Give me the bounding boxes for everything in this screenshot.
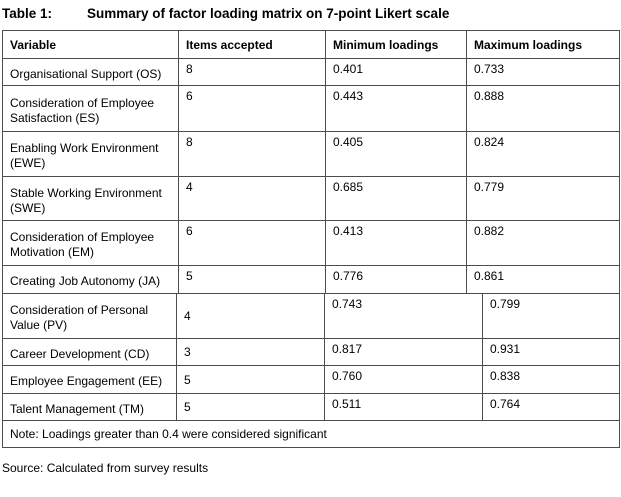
max-cell: 0.764	[483, 394, 620, 421]
items-cell: 4	[179, 177, 326, 221]
table-row	[3, 266, 620, 294]
table-row	[3, 132, 620, 177]
max-cell: 0.779	[467, 177, 620, 221]
table-row	[3, 177, 620, 221]
factor-loading-table-lower	[2, 293, 620, 448]
table-header-row	[3, 31, 620, 59]
variable-cell: Consideration of Personal Value (PV)	[3, 294, 177, 339]
min-cell: 0.776	[326, 266, 467, 294]
max-cell: 0.799	[483, 294, 620, 339]
table-row	[3, 339, 620, 366]
header-variable: Variable	[3, 31, 179, 59]
min-cell: 0.685	[326, 177, 467, 221]
min-cell: 0.413	[326, 221, 467, 266]
items-cell: 5	[179, 266, 326, 294]
items-cell: 6	[179, 221, 326, 266]
table-caption	[2, 5, 621, 22]
table-row	[3, 366, 620, 394]
variable-cell: Employee Engagement (EE)	[3, 366, 177, 394]
items-cell: 8	[179, 59, 326, 86]
table-row	[3, 294, 620, 339]
table-row	[3, 86, 620, 132]
variable-cell: Consideration of Employee Motivation (EM)	[3, 221, 179, 266]
table-caption-title: Summary of factor loading matrix on 7-point Likert scale	[87, 6, 450, 21]
items-cell: 3	[177, 339, 325, 366]
min-cell: 0.511	[325, 394, 483, 421]
table-caption-number: Table 1:	[2, 6, 53, 21]
min-cell: 0.743	[325, 294, 483, 339]
header-minimum-loadings: Minimum loadings	[326, 31, 467, 59]
min-cell: 0.405	[326, 132, 467, 177]
variable-cell: Creating Job Autonomy (JA)	[3, 266, 179, 294]
variable-cell: Talent Management (TM)	[3, 394, 177, 421]
variable-cell: Enabling Work Environment (EWE)	[3, 132, 179, 177]
variable-cell: Career Development (CD)	[3, 339, 177, 366]
min-cell: 0.443	[326, 86, 467, 132]
table-note-row	[3, 421, 620, 448]
max-cell: 0.861	[467, 266, 620, 294]
items-cell: 8	[179, 132, 326, 177]
max-cell: 0.838	[483, 366, 620, 394]
max-cell: 0.824	[467, 132, 620, 177]
items-cell: 5	[177, 394, 325, 421]
min-cell: 0.817	[325, 339, 483, 366]
table-row	[3, 59, 620, 86]
min-cell: 0.401	[326, 59, 467, 86]
items-cell: 5	[177, 366, 325, 394]
source-line: Source: Calculated from survey results	[2, 461, 209, 475]
variable-cell: Consideration of Employee Satisfaction (ES)	[3, 86, 179, 132]
max-cell: 0.888	[467, 86, 620, 132]
variable-cell: Organisational Support (OS)	[3, 59, 179, 86]
max-cell: 0.882	[467, 221, 620, 266]
min-cell: 0.760	[325, 366, 483, 394]
variable-cell: Stable Working Environment (SWE)	[3, 177, 179, 221]
table-row	[3, 221, 620, 266]
factor-loading-table-upper	[2, 30, 620, 294]
header-maximum-loadings: Maximum loadings	[467, 31, 620, 59]
header-items-accepted: Items accepted	[179, 31, 326, 59]
items-cell: 4	[177, 294, 325, 339]
table-row	[3, 394, 620, 421]
max-cell: 0.931	[483, 339, 620, 366]
note-cell: Note: Loadings greater than 0.4 were considered significant	[3, 421, 620, 448]
max-cell: 0.733	[467, 59, 620, 86]
items-cell: 6	[179, 86, 326, 132]
